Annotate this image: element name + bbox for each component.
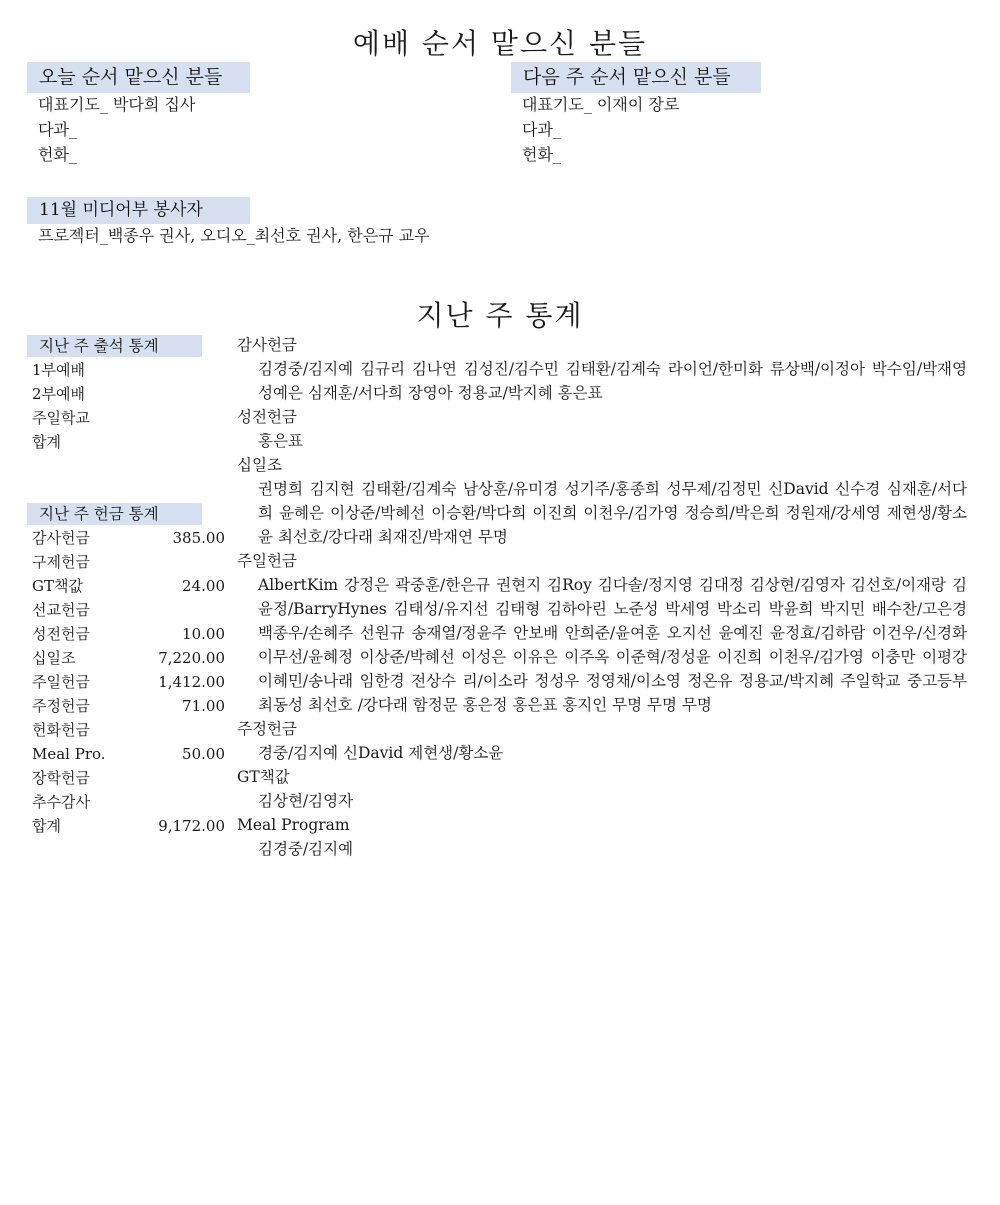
donor-category-sunday: 주일헌금	[237, 552, 297, 570]
attendance-label: 주일학교	[32, 409, 90, 427]
donor-category-meal-program: Meal Program	[237, 816, 350, 834]
offering-label: 감사헌금	[32, 529, 90, 547]
stats-title: 지난 주 통계	[416, 299, 584, 332]
offering-header: 지난 주 헌금 통계	[27, 503, 202, 525]
donor-names-pledge: 경중/김지예 신David 제현생/황소윤	[258, 744, 504, 762]
offering-value: 10.00	[182, 625, 225, 643]
donor-category-gratitude: 감사헌금	[237, 336, 297, 354]
offering-value: 1,412.00	[158, 673, 225, 691]
donor-names-building: 홍은표	[258, 432, 303, 450]
donor-names-meal-program: 김경중/김지예	[258, 840, 354, 858]
offering-label: 구제헌금	[32, 553, 90, 571]
attendance-label: 1부예배	[32, 361, 86, 379]
donor-category-gt-book: GT책값	[237, 768, 290, 786]
attendance-label: 합계	[32, 433, 61, 451]
next-week-header: 다음 주 순서 맡으신 분들	[511, 62, 761, 93]
offering-label: 주일헌금	[32, 673, 90, 691]
donor-names-sunday: AlbertKim 강정은 곽중훈/한은규 권현지 김Roy 김다솔/정지영 김대정 김상현/김영자 김선호/이재랑 김윤정/BarryHynes 김태성/유지선 김태형 김하아린 노준성 박세영 박소리 박윤희 박지민 배수찬/고은경 백종우/손혜주 선원규 송재열/정윤주 안보배 안희준/윤여훈 오지선 윤예진 윤정효/김하람 이건우/신경화 이무선/윤혜정 이상준/박혜선 이성은 이유은 이주옥 이준혁/정성윤 이진희 이천우/김가영 이충만 이평강 이혜민/송나래 임한경 전상수 리/이소라 정성우 정영채/이소영 정온유 정용교/박지혜 주일학교 중고등부 최동성 최선호 /강다래 함정문 홍은정 홍은표 홍지인 무명 무명 무명	[258, 576, 967, 714]
offering-value: 7,220.00	[158, 649, 225, 667]
offering-label: Meal Pro.	[32, 745, 106, 763]
attendance-header: 지난 주 출석 통계	[27, 335, 202, 357]
offering-label: 장학헌금	[32, 769, 90, 787]
next-week-line-prayer: 대표기도_ 이재이 장로	[522, 95, 680, 114]
donor-names-tithe: 권명희 김지현 김태환/김계숙 남상훈/유미경 성기주/홍종희 성무제/김정민 신David 신수경 심재훈/서다희 윤혜은 이상준/박혜선 이승환/박다희 이진희 이천우/김가영 정승희/박은희 정원재/강세영 제현생/황소윤 최선호/강다래 최재진/박재연 무명	[258, 480, 967, 546]
service-title: 예배 순서 맡으신 분들	[352, 27, 648, 60]
attendance-label: 2부예배	[32, 385, 86, 403]
donor-names-gratitude: 김경중/김지예 김규리 김나연 김성진/김수민 김태환/김계숙 라이언/한미화 류상백/이정아 박수임/박재영 성예은 심재훈/서다희 장영아 정용교/박지혜 홍은표	[258, 360, 967, 402]
media-volunteers-text: 프로젝터_백종우 권사, 오디오_최선호 권사, 한은규 교우	[38, 226, 430, 245]
offering-value: 385.00	[172, 529, 225, 547]
offering-label: 헌화헌금	[32, 721, 90, 739]
offering-label: 성전헌금	[32, 625, 90, 643]
media-volunteers-header: 11월 미디어부 봉사자	[27, 197, 250, 224]
offering-label: 추수감사	[32, 793, 90, 811]
next-week-line-snack: 다과_	[522, 120, 561, 139]
next-week-line-flower: 헌화_	[522, 145, 561, 164]
offering-value: 50.00	[182, 745, 225, 763]
offering-label: 합계	[32, 817, 61, 835]
donor-category-tithe: 십일조	[237, 456, 282, 474]
donor-names-gt-book: 김상현/김영자	[258, 792, 354, 810]
offering-value: 71.00	[182, 697, 225, 715]
offering-label: 주정헌금	[32, 697, 90, 715]
offering-value: 9,172.00	[158, 817, 225, 835]
offering-value: 24.00	[182, 577, 225, 595]
today-header: 오늘 순서 맡으신 분들	[27, 62, 250, 93]
donor-list	[237, 333, 967, 861]
today-line-snack: 다과_	[38, 120, 77, 139]
today-line-flower: 헌화_	[38, 145, 77, 164]
today-line-prayer: 대표기도_ 박다희 집사	[38, 95, 196, 114]
donor-category-building: 성전헌금	[237, 408, 297, 426]
offering-label: 선교헌금	[32, 601, 90, 619]
donor-category-pledge: 주정헌금	[237, 720, 297, 738]
offering-label: GT책값	[32, 577, 83, 595]
offering-label: 십일조	[32, 649, 76, 667]
